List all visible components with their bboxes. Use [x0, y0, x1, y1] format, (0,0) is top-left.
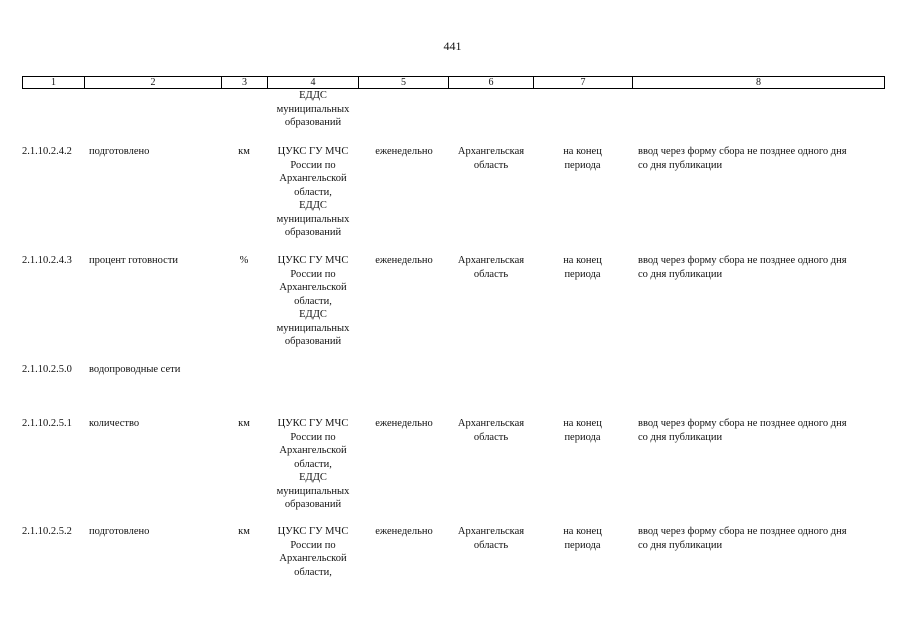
source-line: ЕДДС: [299, 200, 327, 211]
source-cell: [268, 525, 358, 579]
method-cell: [638, 145, 884, 172]
page-number: 441: [443, 39, 462, 53]
territory-line: Архангельская: [457, 418, 525, 429]
source-line: ЕДДС: [299, 472, 327, 483]
source-line: Архангельской: [279, 445, 347, 456]
territory-line: область: [473, 539, 509, 551]
source-line: России по: [290, 268, 336, 280]
column-number: 2: [85, 77, 222, 89]
period-line: на конец: [563, 255, 602, 266]
indicator-name: подготовлено: [89, 526, 150, 537]
territory-cell: [449, 254, 533, 281]
source-line: образований: [284, 336, 342, 347]
territory-line: Архангельская: [457, 146, 525, 157]
indicator-name: количество: [89, 418, 140, 429]
column-number: 5: [359, 77, 449, 89]
territory-cell: [449, 417, 533, 444]
territory-cell: [449, 525, 533, 552]
frequency: еженедельно: [375, 146, 433, 157]
source-line: ЦУКС ГУ МЧС: [277, 255, 349, 266]
territory-line: область: [473, 431, 509, 443]
territory-line: область: [473, 268, 509, 280]
column-number: 6: [449, 77, 534, 89]
source-line: Архангельской: [279, 553, 347, 564]
method-line: ввод через форму сбора не позднее одного дня: [638, 146, 847, 157]
period-line: на конец: [563, 418, 602, 429]
period-line: периода: [564, 268, 601, 280]
source-line: образований: [284, 227, 342, 238]
source-line: Архангельской: [279, 173, 347, 184]
source-cell: [268, 417, 358, 512]
indicator-code: 2.1.10.2.5.1: [22, 418, 72, 429]
territory-cell: [449, 145, 533, 172]
source-line: области,: [294, 458, 332, 470]
frequency: еженедельно: [375, 526, 433, 537]
source-line: России по: [290, 431, 336, 443]
source-cell: [268, 145, 358, 240]
period-line: периода: [564, 159, 601, 171]
source-line: образований: [284, 499, 342, 510]
column-number: 8: [633, 77, 885, 89]
period-line: периода: [564, 431, 601, 443]
source-line: области,: [294, 566, 332, 578]
territory-line: Архангельская: [457, 526, 525, 537]
period-line: на конец: [563, 146, 602, 157]
frequency: еженедельно: [375, 255, 433, 266]
source-line: муниципальных: [276, 213, 350, 225]
indicator-code: 2.1.10.2.5.2: [22, 526, 72, 537]
method-line: со дня публикации: [638, 539, 723, 551]
source-line: области,: [294, 186, 332, 198]
period-cell: [535, 254, 630, 281]
method-cell: [638, 254, 884, 281]
source-line: ЦУКС ГУ МЧС: [277, 526, 349, 537]
indicator-name: процент готовности: [89, 255, 179, 266]
method-line: со дня публикации: [638, 268, 723, 280]
frequency: еженедельно: [375, 418, 433, 429]
source-line: ЕДДС: [299, 309, 327, 320]
territory-line: Архангельская: [457, 255, 525, 266]
column-number-header: [22, 76, 885, 89]
source-line: ЦУКС ГУ МЧС: [277, 146, 349, 157]
period-cell: [535, 417, 630, 444]
period-cell: [535, 145, 630, 172]
source-line: муниципальных: [276, 322, 350, 334]
method-cell: [638, 525, 884, 552]
method-line: со дня публикации: [638, 431, 723, 443]
method-cell: [638, 417, 884, 444]
method-line: ввод через форму сбора не позднее одного дня: [638, 418, 847, 429]
unit: км: [238, 146, 250, 157]
indicator-name: водопроводные сети: [89, 364, 181, 375]
column-number: 7: [534, 77, 633, 89]
indicator-code: 2.1.10.2.5.0: [22, 364, 72, 375]
source-line: России по: [290, 159, 336, 171]
period-line: на конец: [563, 526, 602, 537]
column-number: 4: [268, 77, 359, 89]
column-number: 3: [222, 77, 268, 89]
source-line: России по: [290, 539, 336, 551]
unit: %: [239, 255, 249, 266]
unit: км: [238, 526, 250, 537]
source-line: ЕДДС: [299, 90, 327, 101]
territory-line: область: [473, 159, 509, 171]
method-line: ввод через форму сбора не позднее одного дня: [638, 255, 847, 266]
method-line: со дня публикации: [638, 159, 723, 171]
indicator-code: 2.1.10.2.4.2: [22, 146, 72, 157]
period-cell: [535, 525, 630, 552]
continued-source-cell: [268, 89, 358, 130]
period-line: периода: [564, 539, 601, 551]
source-line: области,: [294, 295, 332, 307]
indicator-name: подготовлено: [89, 146, 150, 157]
column-number: 1: [23, 77, 85, 89]
source-line: Архангельской: [279, 282, 347, 293]
source-cell: [268, 254, 358, 349]
indicator-code: 2.1.10.2.4.3: [22, 255, 72, 266]
source-line: муниципальных: [276, 103, 350, 115]
method-line: ввод через форму сбора не позднее одного дня: [638, 526, 847, 537]
source-line: ЦУКС ГУ МЧС: [277, 418, 349, 429]
source-line: муниципальных: [276, 485, 350, 497]
source-line: образований: [284, 117, 342, 128]
unit: км: [238, 418, 250, 429]
